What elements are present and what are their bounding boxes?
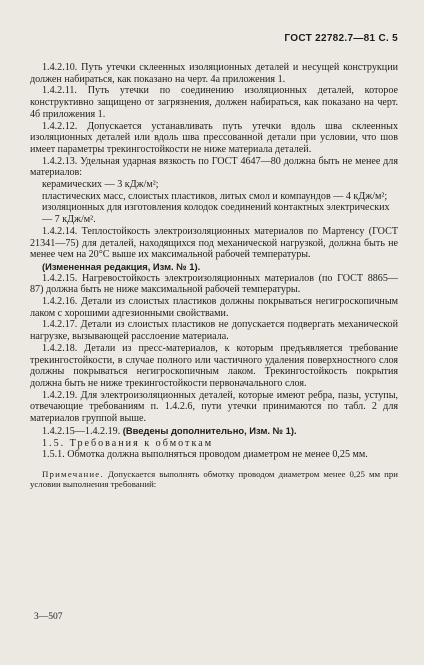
- addition-note-range: 1.4.2.15—1.4.2.19.: [42, 425, 121, 437]
- list-item: изоляционных для изготовления колодок соединений контактных электрических — 7 кДж/м².: [42, 202, 390, 226]
- paragraph-1-4-2-16: 1.4.2.16. Детали из слоистых пластиков должны покрываться негигроскопичным лаком с хорошими адгезионными свойствами.: [30, 296, 398, 319]
- page-mark: 3—507: [34, 612, 63, 622]
- list-item: пластических масс, слоистых пластиков, литых смол и компаундов — 4 кДж/м²;: [42, 190, 388, 202]
- paragraph-1-4-2-18: 1.4.2.18. Детали из пресс-материалов, к которым предъявляется требование трекингостойкости, в случае полного или частичного удаления поверхностного слоя должны покрываться негигроскопичным лаком. Трекингостойкость покрытия должна быть не ниже трекингостойкости первоначального слоя.: [30, 342, 398, 389]
- materials-list: [30, 179, 398, 226]
- paragraph-1-4-2-17: 1.4.2.17. Детали из слоистых пластиков не допускается подвергать механической нагрузке, вызывающей расслоение материала.: [30, 319, 398, 343]
- paragraph-1-4-2-13: 1.4.2.13. Удельная ударная вязкость по ГОСТ 4647—80 должна быть не менее для материалов:: [30, 155, 398, 179]
- note-heading: Примечание.: [42, 468, 104, 479]
- paragraph-1-5-1: 1.5.1. Обмотка должна выполняться проводом диаметром не менее 0,25 мм.: [42, 449, 368, 461]
- body-text: [30, 62, 398, 490]
- section-heading: 1.5. Требования к обмоткам: [42, 437, 214, 449]
- amendment-note: (Измененная редакция, Изм. № 1).: [42, 260, 201, 272]
- addition-note-bold: (Введены дополнительно, Изм. № 1).: [122, 424, 297, 436]
- paragraph-1-4-2-14: 1.4.2.14. Теплостойкость электроизоляционных материалов по Мартенсу (ГОСТ 21341—75) для деталей, находящихся под механической нагрузкой, должна быть не менее чем на 20°С выше их максимальной рабочей температуры.: [30, 225, 398, 261]
- paragraph-1-4-2-19: 1.4.2.19. Для электроизоляционных деталей, которые имеют ребра, пазы, уступы, отвечающие требованиям п. 1.4.2.6, пути утечки принимаются по табл. 2 для материалов группой выше.: [30, 389, 398, 425]
- note-text: Допускается выполнять обмотку проводом диаметром менее 0,25 мм при условии выполнения требований:: [30, 468, 398, 490]
- paragraph-1-4-2-12: 1.4.2.12. Допускается устанавливать путь утечки вдоль шва склеенных изоляционных деталей или вдоль шва прессованной детали при условии, что шов имеет параметры трекингостойкости не ниже материала деталей.: [30, 120, 398, 155]
- running-head: ГОСТ 22782.7—81 С. 5: [284, 33, 398, 44]
- note: [30, 469, 398, 490]
- list-item: керамических — 3 кДж/м²;: [42, 179, 159, 191]
- paragraph-1-4-2-15: 1.4.2.15. Нагревостойкость электроизоляционных материалов (по ГОСТ 8865—87) должна быть не ниже максимальной рабочей температуры.: [30, 272, 398, 296]
- paragraph-1-4-2-11: 1.4.2.11. Путь утечки по соединению изоляционных деталей, которое конструктивно защищено от загрязнения, должен набираться, как показано на черт. 4б приложения 1.: [30, 85, 398, 120]
- paragraph-1-4-2-10: 1.4.2.10. Путь утечки склеенных изоляционных деталей и несущей конструкции должен набираться, как показано на черт. 4а приложения 1.: [30, 62, 398, 85]
- addition-note: [30, 425, 398, 438]
